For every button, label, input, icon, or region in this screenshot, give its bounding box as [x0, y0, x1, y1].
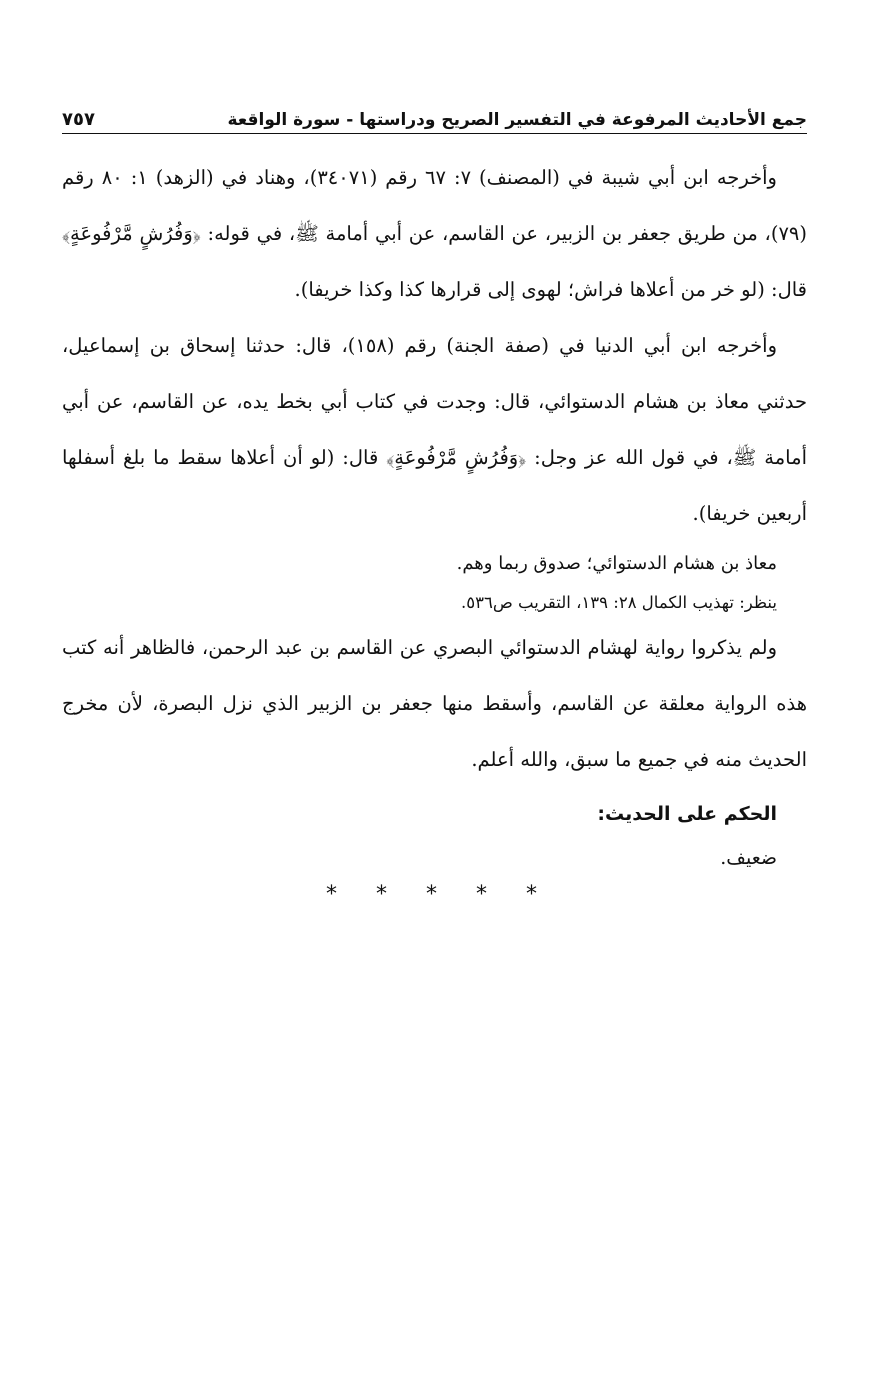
- header-title: جمع الأحاديث المرفوعة في التفسير الصريح ودراستها - سورة الواقعة: [227, 110, 807, 130]
- reference-note: ينظر: تهذيب الكمال ٢٨: ١٣٩، التقريب ص٥٣٦.: [460, 593, 777, 612]
- section-separator: * * * * *: [326, 882, 553, 907]
- section-heading: الحكم على الحديث:: [597, 803, 777, 825]
- page-number: ٧٥٧: [62, 109, 95, 130]
- paragraph-3: ولم يذكروا رواية لهشام الدستوائي البصري عن القاسم بن عبد الرحمن، فالظاهر أنه كتب هذه الرواية معلقة عن القاسم، وأسقط منها جعفر بن الزبير الذي نزل البصرة، لأن مخرج الحديث منه في جميع ما سبق، والله أعلم.: [62, 636, 807, 771]
- page-body: [62, 150, 807, 880]
- paragraph-1: وأخرجه ابن أبي شيبة في (المصنف) ٧: ٦٧ رقم (٣٤٠٧١)، وهناد في (الزهد) ١: ٨٠ رقم (٧٩)، من طريق جعفر بن الزبير، عن القاسم، عن أبي أمامة ﷺ، في قوله: ﴿وَفُرُشٍ مَّرْفُوعَةٍ﴾ قال: (لو خر من أعلاها فراش؛ لهوى إلى قرارها كذا وكذا خريفا).: [62, 166, 807, 301]
- paragraph-2: وأخرجه ابن أبي الدنيا في (صفة الجنة) رقم (١٥٨)، قال: حدثنا إسحاق بن إسماعيل، حدثني معاذ بن هشام الدستوائي، قال: وجدت في كتاب أبي بخط يده، عن القاسم، عن أبي أمامة ﷺ، في قول الله عز وجل: ﴿وَفُرُشٍ مَّرْفُوعَةٍ﴾ قال: (لو أن أعلاها سقط ما بلغ أسفلها أربعين خريفا).: [62, 334, 807, 525]
- narrator-note: معاذ بن هشام الدستوائي؛ صدوق ربما وهم.: [456, 553, 777, 574]
- hadith-verdict: ضعيف.: [720, 847, 777, 869]
- running-header: [62, 100, 807, 134]
